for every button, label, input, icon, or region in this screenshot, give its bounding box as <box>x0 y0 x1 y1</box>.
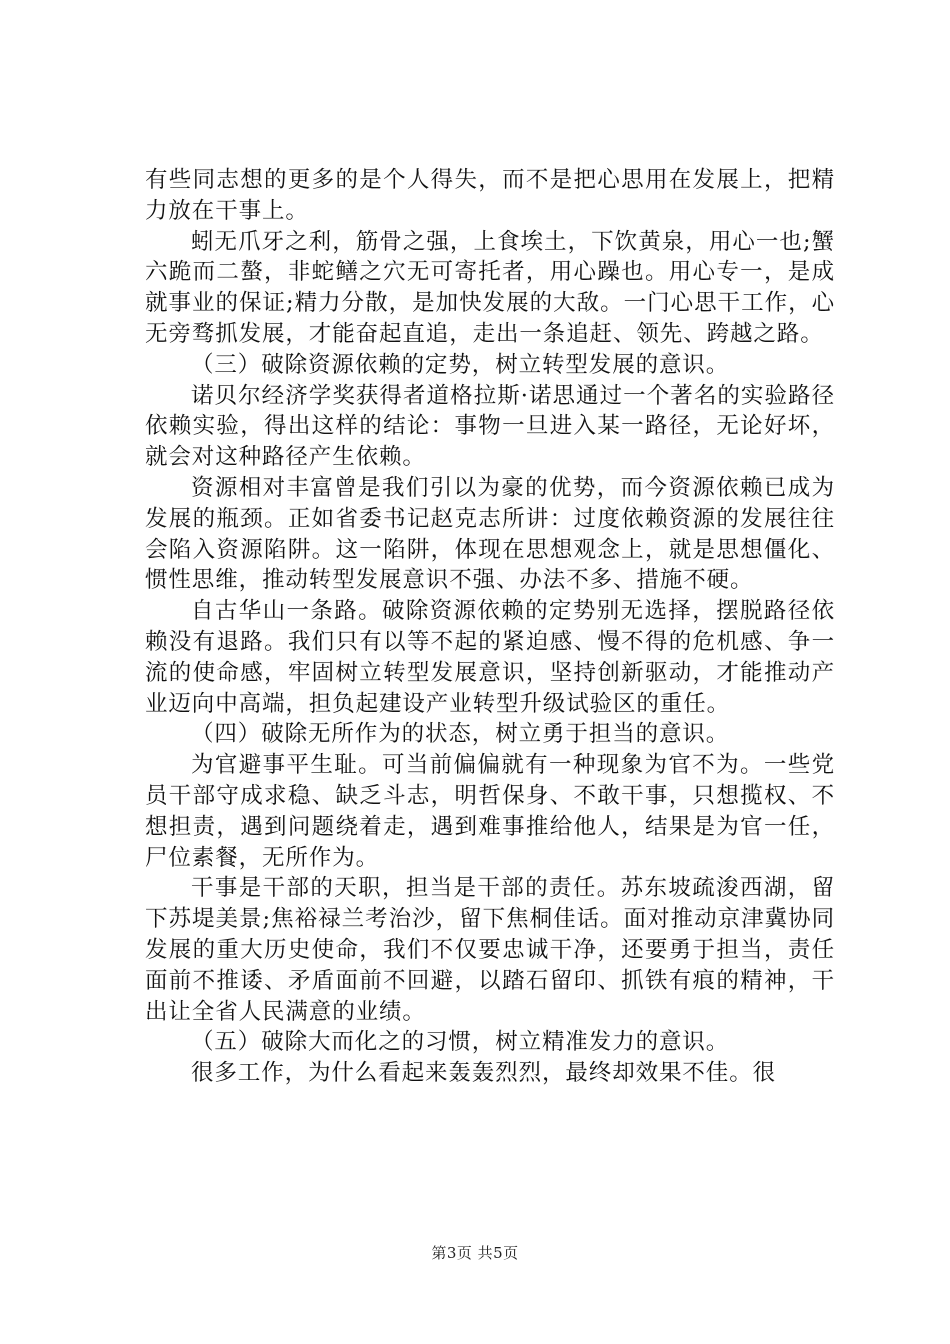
paragraph-truncated: 很多工作，为什么看起来轰轰烈烈，最终却效果不佳。很 <box>191 1060 777 1087</box>
paragraph-continued: 有些同志想的更多的是个人得失，而不是把心思用在发展上，把精力放在干事上。 <box>145 167 835 224</box>
page-number-footer: 第3页 共5页 <box>431 1244 519 1262</box>
paragraph: 蚓无爪牙之利，筋骨之强，上食埃土，下饮黄泉，用心一也;蟹六跪而二螯，非蛇鳝之穴无可寄托者，用心躁也。用心专一，是成就事业的保证;精力分散，是加快发展的大敌。一门心思干工作，心无旁骛抓发展，才能奋起直追，走出一条追赶、领先、跨越之路。 <box>145 228 835 347</box>
paragraph: 为官避事平生耻。可当前偏偏就有一种现象为官不为。一些党员干部守成求稳、缺乏斗志，明哲保身、不敢干事，只想揽权、不想担责，遇到问题绕着走，遇到难事推给他人，结果是为官一任，尸位素餐，无所作为。 <box>145 752 835 871</box>
paragraph: 自古华山一条路。破除资源依赖的定势别无选择，摆脱路径依赖没有退路。我们只有以等不起的紧迫感、慢不得的危机感、争一流的使命感，牢固树立转型发展意识，坚持创新驱动，才能推动产业迈向中高端，担负起建设产业转型升级试验区的重任。 <box>145 598 835 717</box>
section-heading: （五）破除大而化之的习惯，树立精准发力的意识。 <box>191 1029 730 1056</box>
paragraph: 干事是干部的天职，担当是干部的责任。苏东坡疏浚西湖，留下苏堤美景;焦裕禄兰考治沙，留下焦桐佳话。面对推动京津冀协同发展的重大历史使命，我们不仅要忠诚干净，还要勇于担当，责任面前不推诿、矛盾面前不回避，以踏石留印、抓铁有痕的精神，干出让全省人民满意的业绩。 <box>145 875 835 1025</box>
section-heading: （四）破除无所作为的状态，树立勇于担当的意识。 <box>191 721 730 748</box>
document-body <box>145 165 835 1089</box>
paragraph: 诺贝尔经济学奖获得者道格拉斯·诺思通过一个著名的实验路径依赖实验，得出这样的结论：事物一旦进入某一路径，无论好坏，就会对这种路径产生依赖。 <box>145 382 835 471</box>
paragraph: 资源相对丰富曾是我们引以为豪的优势，而今资源依赖已成为发展的瓶颈。正如省委书记赵克志所讲：过度依赖资源的发展往往会陷入资源陷阱。这一陷阱，体现在思想观念上，就是思想僵化、惯性思维，推动转型发展意识不强、办法不多、措施不硬。 <box>145 474 835 594</box>
section-heading: （三）破除资源依赖的定势，树立转型发展的意识。 <box>191 351 730 378</box>
